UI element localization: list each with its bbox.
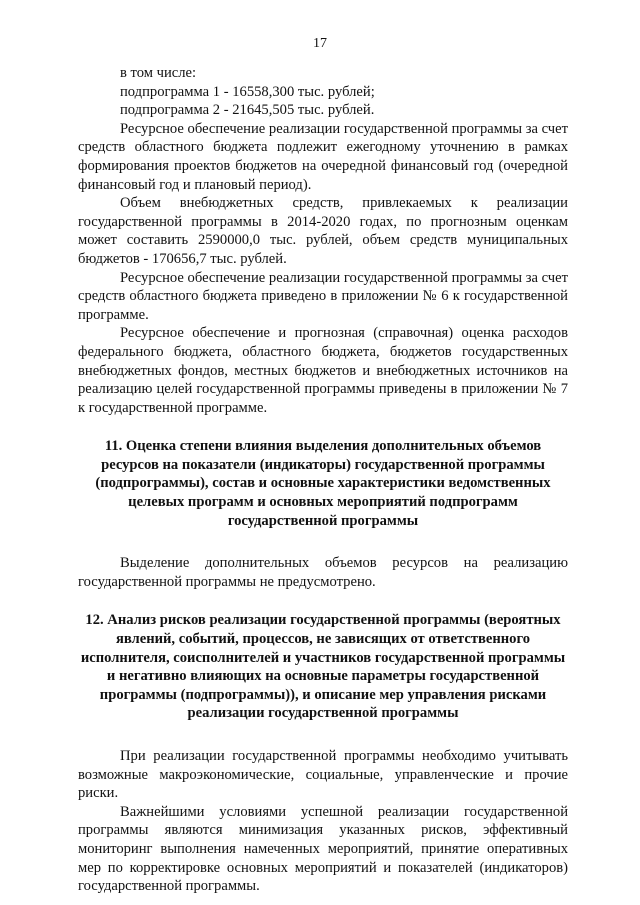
section-12-heading: 12. Анализ рисков реализации государственной программы (вероятных явлений, событий, процессов, не зависящих от ответственного исполнителя, соисполнителей и участников государственной программы и негативно влияющих на основные параметры государственной программы (подпрограммы)), и описание мер управления рисками реализации государственной программы bbox=[80, 612, 566, 722]
section-11-text: Выделение дополнительных объемов ресурсов на реализацию государственной программы не предусмотрено. bbox=[78, 555, 568, 590]
paragraph-appendix-7: Ресурсное обеспечение и прогнозная (справочная) оценка расходов федерального бюджета, областного бюджета, бюджетов государственных внебюджетных фондов, местных бюджетов и внебюджетных источников на реализацию целей государственной программы приведены в приложении № 7 к государственной программе. bbox=[78, 325, 568, 416]
subprograms-intro: в том числе: bbox=[120, 65, 197, 81]
paragraph-appendix-6: Ресурсное обеспечение реализации государственной программы за счет средств областного бюджета приведено в приложении № 6 к государственной программе. bbox=[78, 269, 568, 323]
section-11-heading: 11. Оценка степени влияния выделения дополнительных объемов ресурсов на показатели (индикаторы) государственной программы (подпрограммы), состав и основные характеристики ведомственных целевых программ и основных мероприятий подпрограмм государственной программы bbox=[95, 438, 551, 529]
subprogram-1-line: подпрограмма 1 - 16558,300 тыс. рублей; bbox=[120, 83, 375, 100]
section-12-text-1: При реализации государственной программы необходимо учитывать возможные макроэкономические, социальные, управленческие и прочие риски. bbox=[78, 748, 568, 802]
subprogram-2-line: подпрограмма 2 - 21645,505 тыс. рублей. bbox=[120, 102, 375, 119]
page-number: 17 bbox=[313, 36, 327, 51]
paragraph-extrabudgetary: Объем внебюджетных средств, привлекаемых к реализации государственной программы в 2014-2020 годах, по прогнозным оценкам может составить 2590000,0 тыс. рублей, объем средств муниципальных бюджетов - 170656,7 тыс. рублей. bbox=[78, 195, 568, 267]
paragraph-regional-budget: Ресурсное обеспечение реализации государственной программы за счет средств областного бюджета подлежит ежегодному уточнению в рамках формирования проектов бюджетов на очередной финансовый год (очередной финансовый год и плановый период). bbox=[78, 120, 568, 193]
section-12-text-2: Важнейшими условиями успешной реализации государственной программы являются минимизация указанных рисков, эффективный мониторинг выполнения намеченных мероприятий, принятие оперативных мер по корректировке основных мероприятий и показателей (индикаторов) государственной программы. bbox=[78, 803, 568, 895]
page-content bbox=[78, 64, 568, 896]
